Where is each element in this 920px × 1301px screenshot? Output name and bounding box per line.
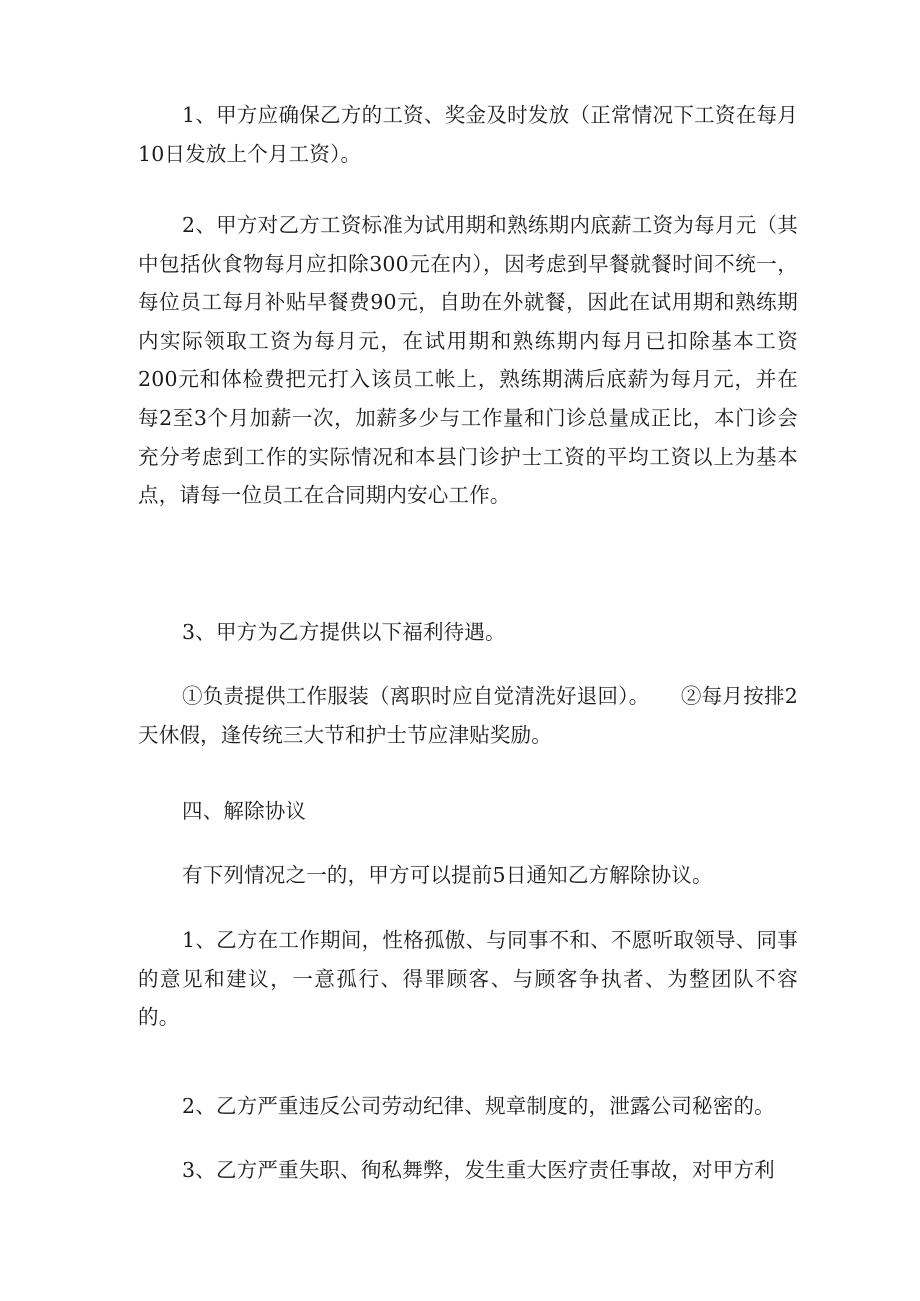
termination-item-2: 2、乙方严重违反公司劳动纪律、规章制度的，泄露公司秘密的。 bbox=[182, 1094, 775, 1118]
termination-item-1: 1、乙方在工作期间，性格孤傲、与同事不和、不愿听取领导、同事的意见和建议，一意孤行、得罪顾客、与顾客争执者、为整团队不容的。 bbox=[138, 928, 798, 1030]
clause-benefits-intro: 3、甲方为乙方提供以下福利待遇。 bbox=[182, 620, 506, 644]
clause-salary-standard: 2、甲方对乙方工资标准为试用期和熟练期内底薪工资为每月元（其中包括伙食物每月应扣除300元在内），因考虑到早餐就餐时间不统一，每位员工每月补贴早餐费90元，自助在外就餐，因此在试用期和熟练期内实际领取工资为每月元，在试用期和熟练期内每月已扣除基本工资200元和体检费把元打入该员工帐上，熟练期满后底薪为每月元，并在每2至3个月加薪一次，加薪多少与工作量和门诊总量成正比，本门诊会充分考虑到工作的实际情况和本县门诊护士工资的平均工资以上为基本点，请每一位员工在合同期内安心工作。 bbox=[138, 213, 798, 508]
section-heading-termination: 四、解除协议 bbox=[182, 799, 307, 823]
termination-intro: 有下列情况之一的，甲方可以提前5日通知乙方解除协议。 bbox=[182, 863, 713, 887]
clause-salary-payment: 1、甲方应确保乙方的工资、奖金及时发放（正常情况下工资在每月10日发放上个月工资）。 bbox=[138, 103, 798, 166]
termination-item-3: 3、乙方严重失职、徇私舞弊，发生重大医疗责任事故，对甲方利 bbox=[182, 1158, 775, 1182]
clause-benefits-items: ①负责提供工作服装（离职时应自觉清洗好退回）。 ②每月按排2天休假，逢传统三大节和护士节应津贴奖励。 bbox=[138, 684, 798, 747]
